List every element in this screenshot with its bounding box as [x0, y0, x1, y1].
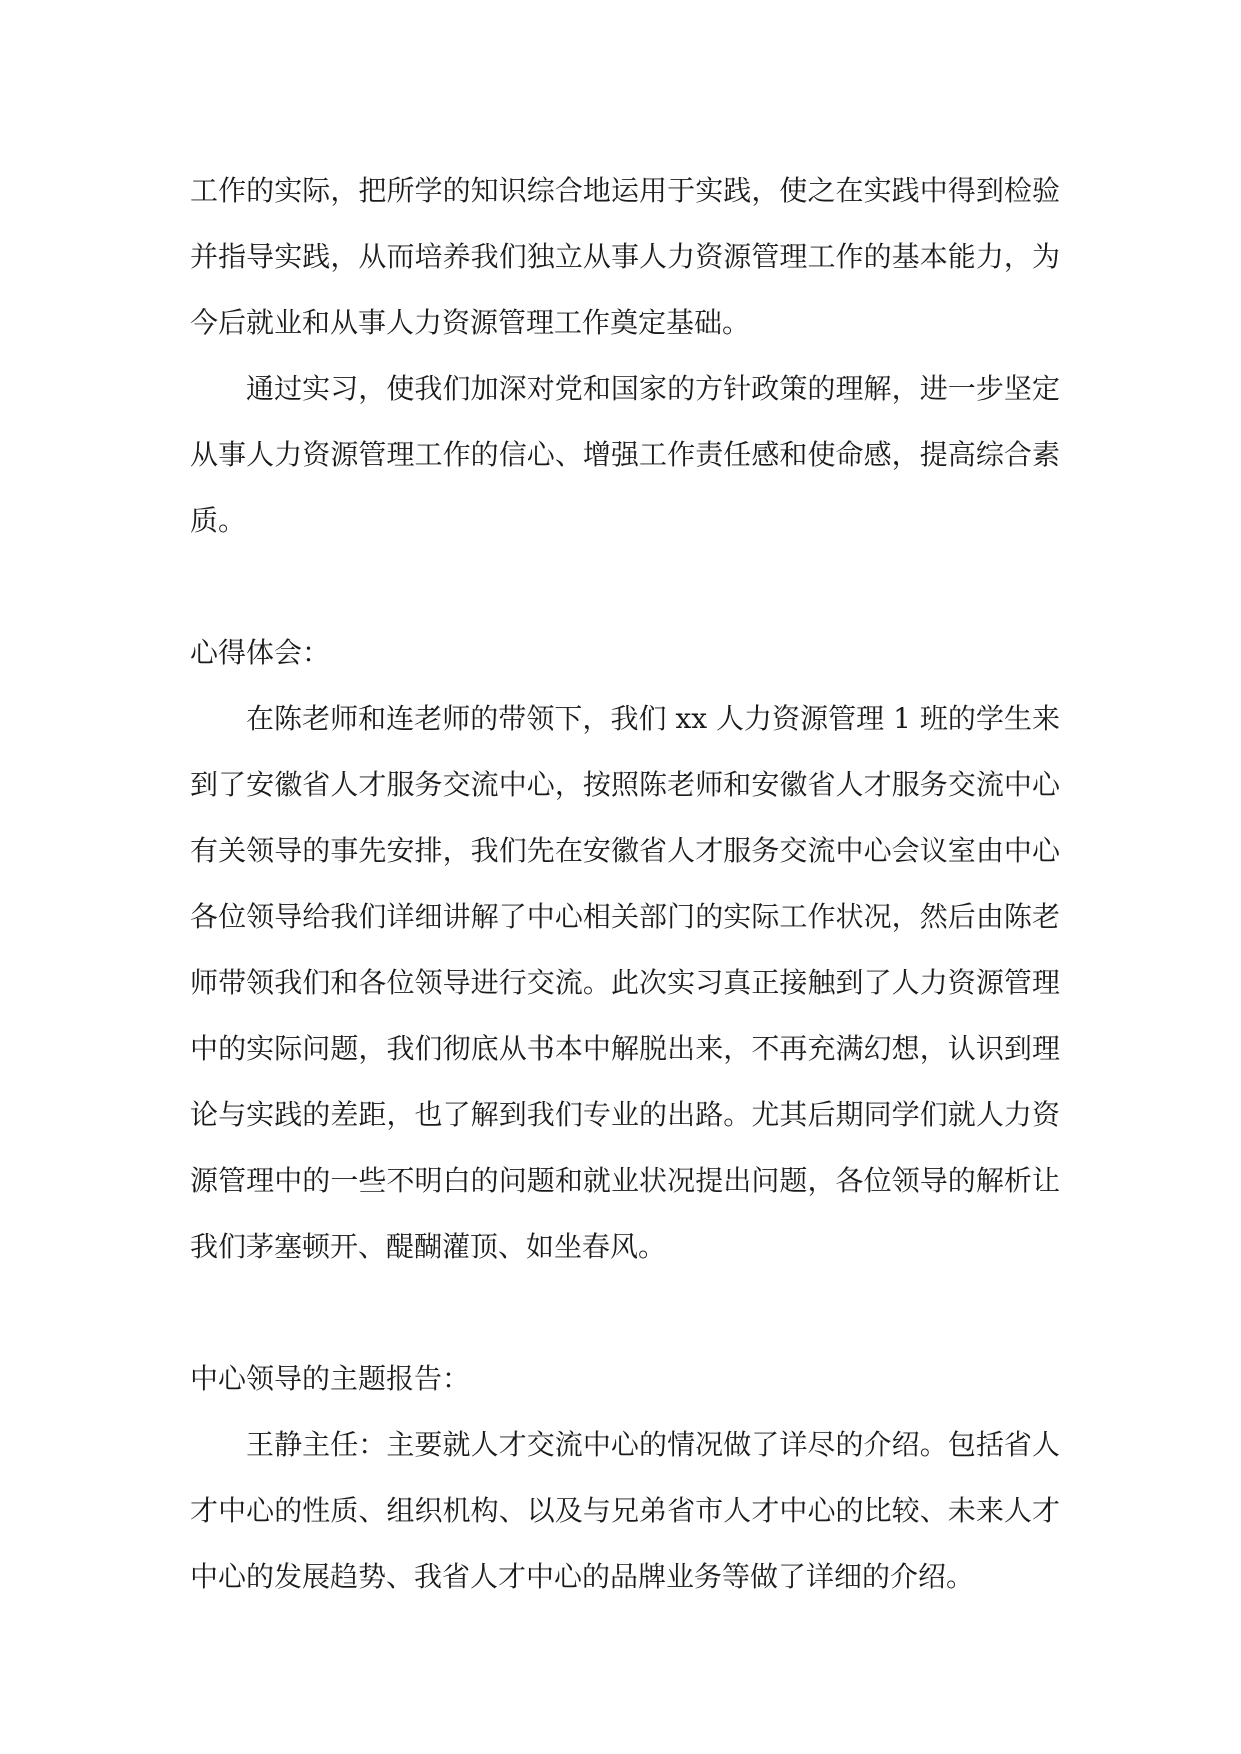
- document-body: [190, 158, 1060, 1610]
- section-heading-report: 中心领导的主题报告：: [190, 1362, 471, 1395]
- blank-line: [190, 1280, 1060, 1346]
- paragraph-practice-purpose: 工作的实际，把所学的知识综合地运用于实践，使之在实践中得到检验并指导实践，从而培养我们独立从事人力资源管理工作的基本能力，为今后就业和从事人力资源管理工作奠定基础。: [190, 174, 1060, 339]
- paragraph-reflections: 在陈老师和连老师的带领下，我们 xx 人力资源管理 1 班的学生来到了安徽省人才服务交流中心，按照陈老师和安徽省人才服务交流中心有关领导的事先安排，我们先在安徽省人才服务交流中心会议室由中心各位领导给我们详细讲解了中心相关部门的实际工作状况，然后由陈老师带领我们和各位领导进行交流。此次实习真正接触到了人力资源管理中的实际问题，我们彻底从书本中解脱出来，不再充满幻想，认识到理论与实践的差距，也了解到我们专业的出路。尤其后期同学们就人力资源管理中的一些不明白的问题和就业状况提出问题，各位领导的解析让我们茅塞顿开、醍醐灌顶、如坐春风。: [190, 702, 1060, 1263]
- blank-line: [190, 554, 1060, 620]
- section-heading-reflections: 心得体会：: [190, 636, 331, 669]
- paragraph-practice-goal: 通过实习，使我们加深对党和国家的方针政策的理解，进一步坚定从事人力资源管理工作的信心、增强工作责任感和使命感，提高综合素质。: [190, 372, 1060, 537]
- paragraph-report: 王静主任：主要就人才交流中心的情况做了详尽的介绍。包括省人才中心的性质、组织机构、以及与兄弟省市人才中心的比较、未来人才中心的发展趋势、我省人才中心的品牌业务等做了详细的介绍。: [190, 1428, 1060, 1593]
